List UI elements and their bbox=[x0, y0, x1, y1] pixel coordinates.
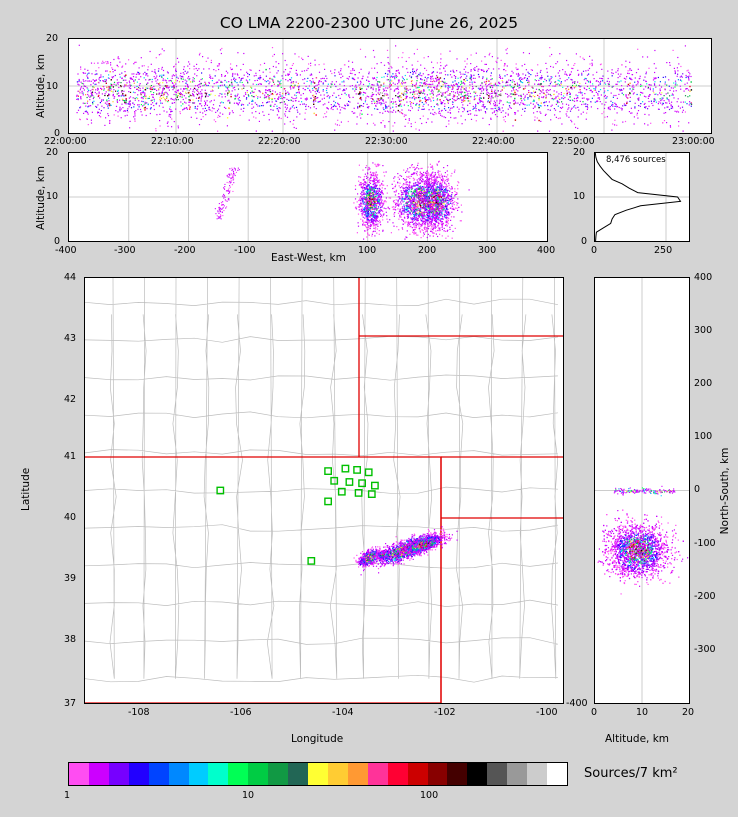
colorbar-segment bbox=[408, 763, 428, 785]
lma-station-marker bbox=[342, 465, 348, 471]
colorbar-tick-100: 100 bbox=[420, 790, 439, 801]
chart-title: CO LMA 2200-2300 UTC June 26, 2025 bbox=[219, 14, 519, 32]
colorbar bbox=[68, 762, 568, 786]
lma-station-marker bbox=[366, 469, 372, 475]
colorbar-segment bbox=[368, 763, 388, 785]
p2-xlabel: East-West, km bbox=[271, 252, 346, 264]
p4-ytick-39: 39 bbox=[64, 573, 77, 584]
colorbar-segment bbox=[428, 763, 448, 785]
colorbar-segment bbox=[447, 763, 467, 785]
p5-ytick-m200: -200 bbox=[694, 591, 716, 602]
north-south-height-plot bbox=[595, 278, 689, 703]
p4-xtick-1: -106 bbox=[230, 707, 252, 718]
p4-ytick-40: 40 bbox=[64, 512, 77, 523]
p2-ytick-10: 10 bbox=[46, 191, 59, 202]
colorbar-segment bbox=[288, 763, 308, 785]
p5-ytick-400: 400 bbox=[694, 272, 713, 283]
p2-ylabel: Altitude, km bbox=[35, 166, 47, 231]
p1-xtick-2: 22:20:00 bbox=[258, 136, 301, 147]
p4-xtick-4: -100 bbox=[536, 707, 558, 718]
p4-ytick-43: 43 bbox=[64, 333, 77, 344]
colorbar-label: Sources/7 km² bbox=[584, 766, 678, 781]
p5-xtick-1: 10 bbox=[636, 707, 649, 718]
p4-ytick-44: 44 bbox=[64, 272, 77, 283]
colorbar-segment bbox=[129, 763, 149, 785]
altitude-histogram-plot bbox=[595, 153, 689, 241]
p5-ytick-200: 200 bbox=[694, 378, 713, 389]
p1-ytick-0: 0 bbox=[54, 128, 61, 139]
colorbar-segment bbox=[308, 763, 328, 785]
p5-ytick-300: 300 bbox=[694, 325, 713, 336]
colorbar-segment bbox=[527, 763, 547, 785]
time-height-panel bbox=[68, 38, 712, 134]
east-west-height-plot bbox=[69, 153, 547, 241]
p2-xtick-3: -100 bbox=[234, 245, 256, 256]
p4-xtick-0: -108 bbox=[128, 707, 150, 718]
colorbar-segment bbox=[228, 763, 248, 785]
p3-ytick-10: 10 bbox=[573, 191, 586, 202]
p1-ytick-20: 20 bbox=[46, 33, 59, 44]
plan-view-map-plot bbox=[85, 278, 563, 703]
p2-xtick-1: -300 bbox=[114, 245, 136, 256]
p1-xtick-1: 22:10:00 bbox=[151, 136, 194, 147]
east-west-height-panel bbox=[68, 152, 548, 242]
p5-ytick-100: 100 bbox=[694, 431, 713, 442]
colorbar-segment bbox=[467, 763, 487, 785]
p3-xtick-0: 0 bbox=[591, 245, 598, 256]
colorbar-segment bbox=[388, 763, 408, 785]
p2-xtick-6: 200 bbox=[418, 245, 437, 256]
p4-xlabel: Longitude bbox=[291, 733, 344, 745]
p1-xtick-5: 22:50:00 bbox=[552, 136, 595, 147]
colorbar-segment bbox=[248, 763, 268, 785]
p5-ytick-m400: -400 bbox=[566, 698, 588, 709]
p5-ytick-m300: -300 bbox=[694, 644, 716, 655]
p2-xtick-7: 300 bbox=[478, 245, 497, 256]
plan-view-map-panel bbox=[84, 277, 564, 704]
colorbar-segment bbox=[348, 763, 368, 785]
p4-ylabel: Latitude bbox=[20, 467, 32, 511]
colorbar-segment bbox=[189, 763, 209, 785]
lma-station-marker bbox=[346, 479, 352, 485]
p1-xtick-6: 23:00:00 bbox=[672, 136, 715, 147]
p4-ytick-41: 41 bbox=[64, 451, 77, 462]
p2-xtick-2: -200 bbox=[174, 245, 196, 256]
altitude-histogram-panel bbox=[594, 152, 690, 242]
colorbar-segment bbox=[89, 763, 109, 785]
p4-ytick-37: 37 bbox=[64, 698, 77, 709]
p1-ylabel: Altitude, km bbox=[35, 54, 47, 119]
colorbar-segment bbox=[149, 763, 169, 785]
p2-xtick-5: 100 bbox=[358, 245, 377, 256]
colorbar-segment bbox=[208, 763, 228, 785]
lma-station-marker bbox=[325, 468, 331, 474]
lma-station-marker bbox=[308, 558, 314, 564]
lma-station-marker bbox=[372, 482, 378, 488]
p5-xtick-2: 20 bbox=[682, 707, 695, 718]
p4-ytick-38: 38 bbox=[64, 634, 77, 645]
p4-ytick-42: 42 bbox=[64, 394, 77, 405]
p5-ylabel: North-South, km bbox=[719, 447, 731, 535]
p5-ytick-0: 0 bbox=[694, 484, 701, 495]
p2-ytick-0: 0 bbox=[54, 236, 61, 247]
p3-xtick-1: 250 bbox=[654, 245, 673, 256]
source-count-label: 8,476 sources bbox=[606, 155, 666, 165]
colorbar-segment bbox=[328, 763, 348, 785]
colorbar-tick-1: 1 bbox=[64, 790, 71, 801]
p4-xtick-2: -104 bbox=[332, 707, 354, 718]
colorbar-tick-10: 10 bbox=[242, 790, 255, 801]
north-south-height-panel bbox=[594, 277, 690, 704]
p1-xtick-0: 22:00:00 bbox=[44, 136, 87, 147]
colorbar-segment bbox=[547, 763, 567, 785]
lma-station-marker bbox=[325, 498, 331, 504]
colorbar-segment bbox=[109, 763, 129, 785]
p2-xtick-8: 400 bbox=[537, 245, 556, 256]
p5-ytick-m100: -100 bbox=[694, 538, 716, 549]
lma-station-marker bbox=[354, 467, 360, 473]
time-height-plot bbox=[69, 39, 711, 133]
colorbar-segment bbox=[268, 763, 288, 785]
colorbar-segment bbox=[507, 763, 527, 785]
colorbar-segment bbox=[69, 763, 89, 785]
p4-xtick-3: -102 bbox=[434, 707, 456, 718]
p1-ytick-10: 10 bbox=[46, 81, 59, 92]
colorbar-segment bbox=[169, 763, 189, 785]
p5-xtick-0: 0 bbox=[591, 707, 598, 718]
p3-ytick-0: 0 bbox=[581, 236, 588, 247]
colorbar-segment bbox=[487, 763, 507, 785]
p1-xtick-3: 22:30:00 bbox=[365, 136, 408, 147]
p3-ytick-20: 20 bbox=[573, 147, 586, 158]
p1-xtick-4: 22:40:00 bbox=[472, 136, 515, 147]
p2-ytick-20: 20 bbox=[46, 147, 59, 158]
p2-xtick-0: -400 bbox=[55, 245, 77, 256]
p5-xlabel: Altitude, km bbox=[605, 733, 670, 745]
